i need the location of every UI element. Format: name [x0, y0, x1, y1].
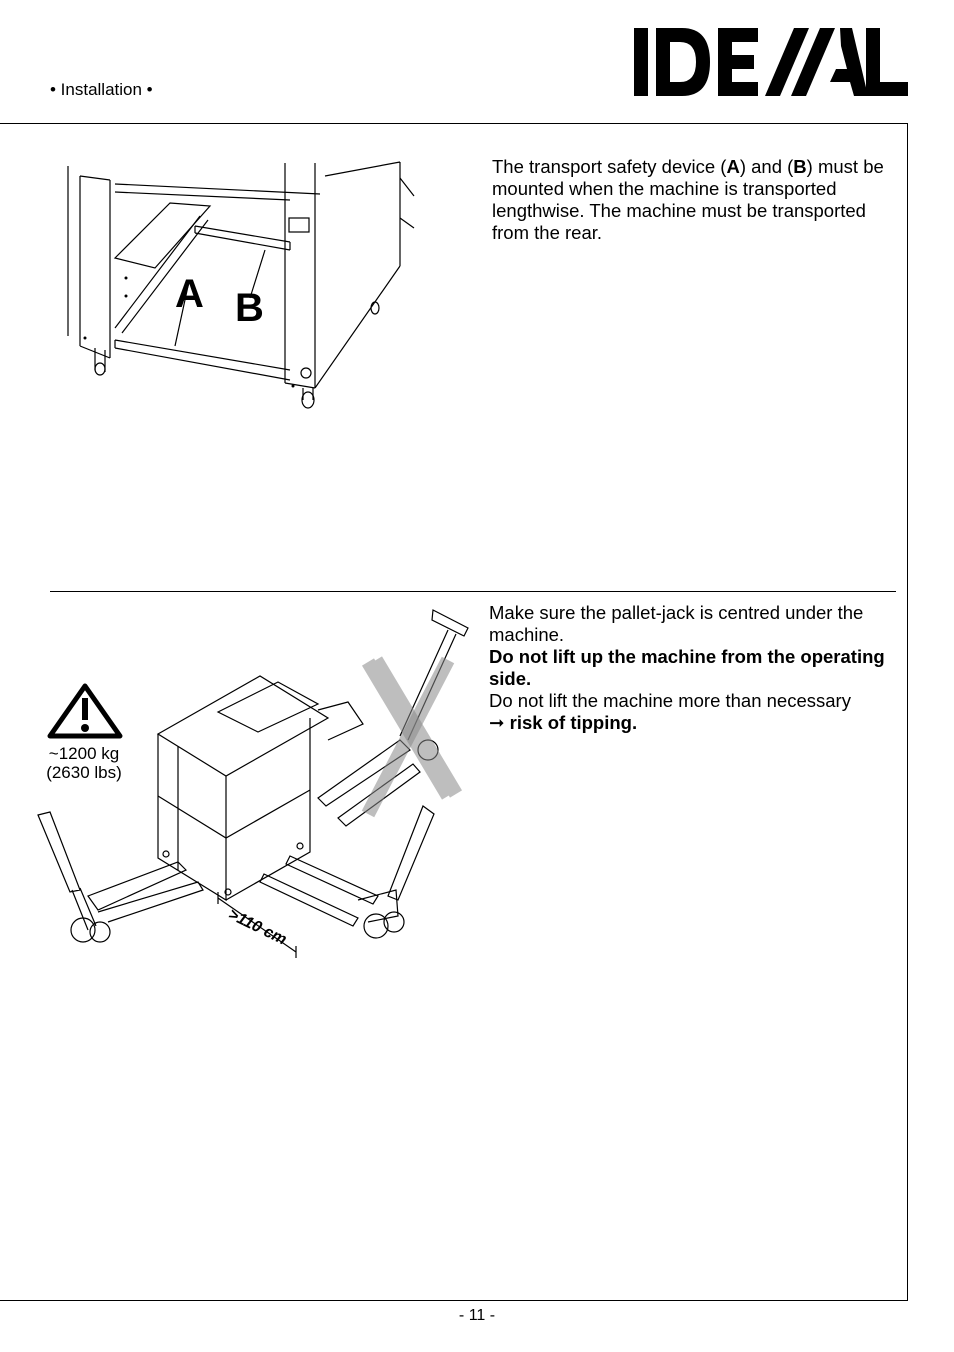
text1-part: ) must be mounted when the machine is transported lengthwise. The machine must be transported from the rear.	[492, 156, 884, 243]
weight-kg: ~1200 kg	[48, 744, 120, 763]
pallet-jack-text	[489, 602, 899, 734]
tipping-text: risk of tipping.	[509, 712, 638, 733]
section-label: • Installation •	[50, 80, 153, 99]
text1-ref-a: A	[726, 156, 740, 177]
weight-label	[28, 744, 140, 782]
distance-label: >110 cm	[225, 906, 290, 949]
text1-ref-b: B	[793, 156, 807, 177]
transport-safety-text	[492, 156, 897, 244]
instruction-lift: Do not lift the machine more than necessary	[489, 690, 851, 711]
weight-lbs: (2630 lbs)	[46, 763, 122, 782]
ideal-logo	[634, 26, 908, 98]
arrow-icon: ➞	[489, 712, 505, 733]
warning-operating-side: Do not lift up the machine from the operating side.	[489, 646, 885, 689]
text1-part: ) and (	[739, 156, 794, 177]
label-b: B	[235, 286, 264, 330]
page-number: - 11 -	[458, 1307, 496, 1324]
text1-part: The transport safety device (	[492, 156, 727, 177]
instruction-centre: Make sure the pallet-jack is centred under the machine.	[489, 602, 864, 645]
section-divider	[50, 591, 896, 592]
label-a: A	[175, 272, 204, 316]
warning-tipping	[489, 712, 899, 734]
